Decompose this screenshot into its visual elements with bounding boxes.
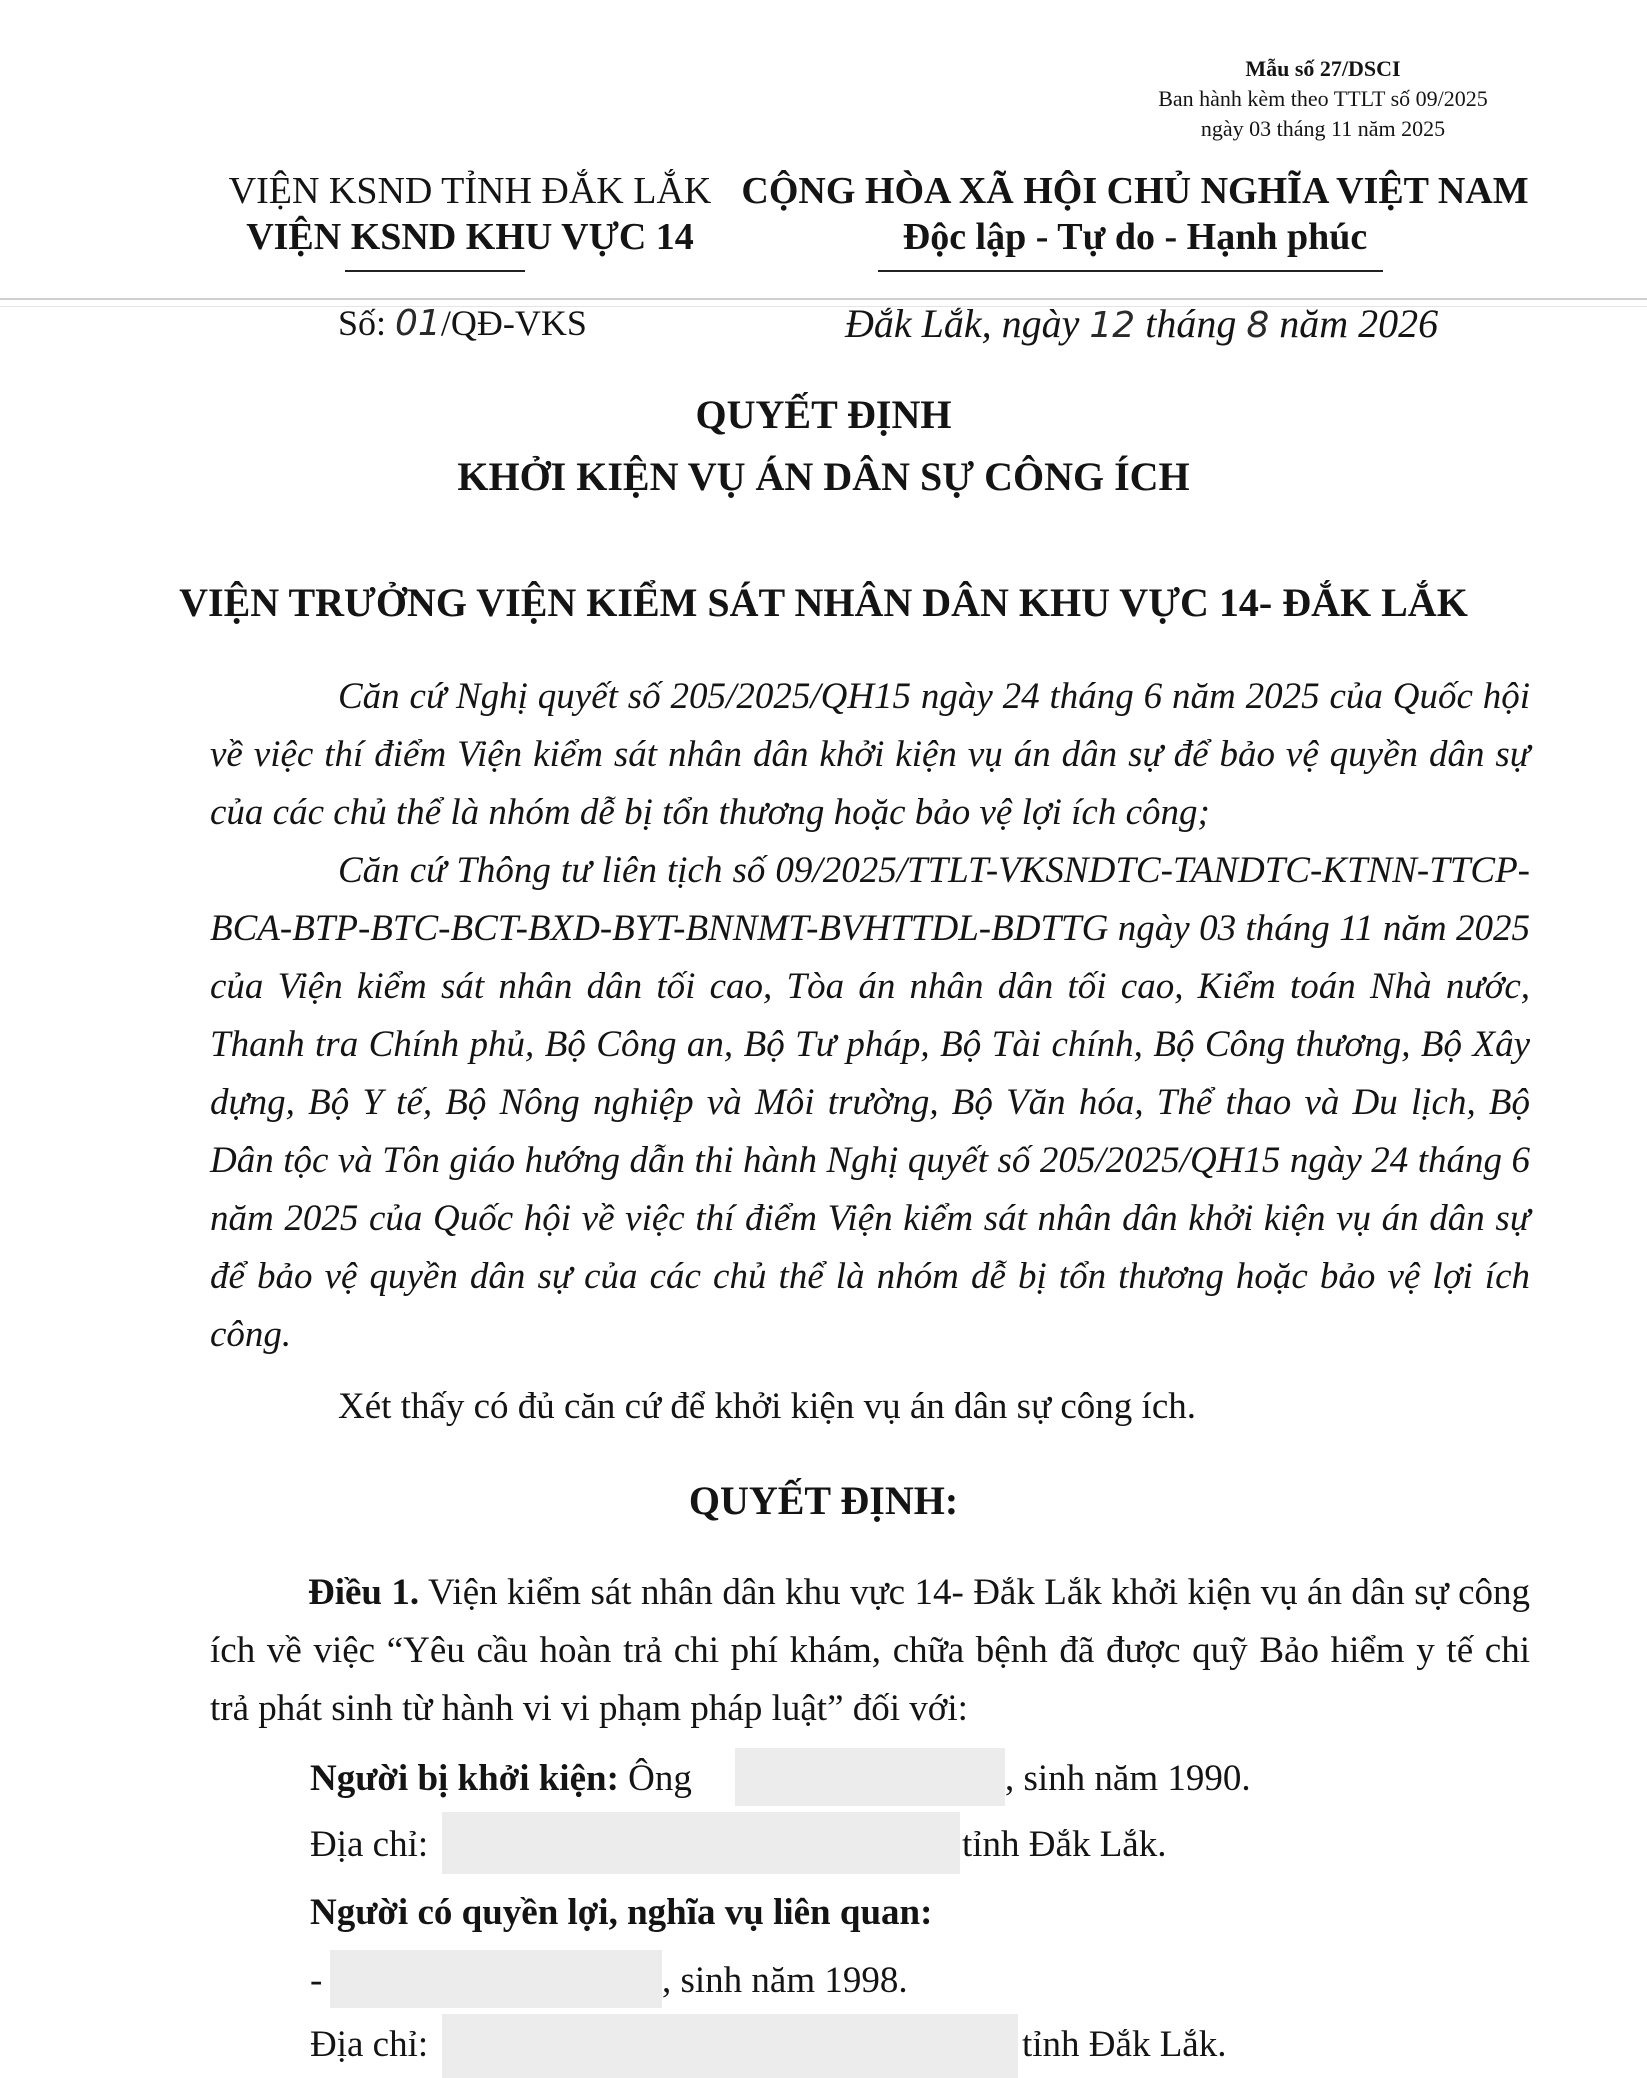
redacted-defendant-address (442, 1812, 960, 1874)
article-1-label: Điều 1. (308, 1572, 420, 1613)
article-1-text: Viện kiểm sát nhân dân khu vực 14- Đắk Lắk khởi kiện vụ án dân sự công ích về việc “Yêu cầu hoàn trả chi phí khám, chữa bệnh đã được quỹ Bảo hiểm y tế chi trả phát sinh từ hành vi vi phạm pháp luật” đối với: (210, 1572, 1531, 1729)
document-number-prefix: Số: (338, 303, 387, 343)
decision-title: QUYẾT ĐỊNH (695, 392, 952, 437)
form-code (1117, 54, 1529, 144)
defendant-line (310, 1750, 692, 1808)
place-date-part3: năm 2026 (1279, 301, 1439, 346)
document-number-suffix: /QĐ-VKS (440, 303, 587, 343)
related-address-label: Địa chỉ: (310, 2024, 429, 2065)
related-party-heading: Người có quyền lợi, nghĩa vụ liên quan: (310, 1892, 933, 1933)
place-date-month: 8 (1246, 305, 1270, 346)
authority-heading: VIỆN TRƯỞNG VIỆN KIỂM SÁT NHÂN DÂN KHU VỰC 14- ĐẮK LẮK (179, 580, 1468, 625)
form-code-title: Mẫu số 27/DSCI (1245, 56, 1401, 81)
legal-basis (210, 668, 1530, 1364)
consideration: Xét thấy có đủ căn cứ để khởi kiện vụ án dân sự công ích. (338, 1386, 1197, 1427)
basis-resolution: Căn cứ Nghị quyết số 205/2025/QH15 ngày 24 tháng 6 năm 2025 của Quốc hội về việc thí điểm Viện kiểm sát nhân dân khởi kiện vụ án dân sự để bảo vệ quyền dân sự của các chủ thể là nhóm dễ bị tổn thương hoặc bảo vệ lợi ích công; (210, 676, 1530, 833)
national-name: CỘNG HÒA XÃ HỘI CHỦ NGHĨA VIỆT NAM (741, 170, 1529, 212)
related-party-birth: , sinh năm 1998. (662, 1960, 908, 2001)
document-number (338, 300, 587, 347)
motto-underline (878, 270, 1383, 272)
redacted-related-party-name (330, 1950, 662, 2008)
form-code-line3: ngày 03 tháng 11 năm 2025 (1200, 116, 1446, 141)
national-header (735, 168, 1535, 260)
basis-circular: Căn cứ Thông tư liên tịch số 09/2025/TTLT-VKSNDTC-TANDTC-KTNN-TTCP-BCA-BTP-BTC-BCT-BXD-BYT-BNNMT-BVHTTDL-BDTTG ngày 03 tháng 11 năm 2025 của Viện kiểm sát nhân dân tối cao, Tòa án nhân dân tối cao, Kiểm toán Nhà nước, Thanh tra Chính phủ, Bộ Công an, Bộ Tư pháp, Bộ Tài chính, Bộ Công thương, Bộ Xây dựng, Bộ Y tế, Bộ Nông nghiệp và Môi trường, Bộ Văn hóa, Thể thao và Du lịch, Bộ Dân tộc và Tôn giáo hướng dẫn thi hành Nghị quyết số 205/2025/QH15 ngày 24 tháng 6 năm 2025 của Quốc hội về việc thí điểm Viện kiểm sát nhân dân khởi kiện vụ án dân sự để bảo vệ quyền dân sự của các chủ thể là nhóm dễ bị tổn thương hoặc bảo vệ lợi ích công. (210, 850, 1530, 1355)
defendant-label: Người bị khởi kiện: (310, 1758, 619, 1799)
decision-subject: KHỞI KIỆN VỤ ÁN DÂN SỰ CÔNG ÍCH (457, 454, 1190, 499)
form-code-line2: Ban hành kèm theo TTLT số 09/2025 (1158, 86, 1488, 111)
agency-underline (345, 270, 525, 272)
agency-parent: VIỆN KSND TỈNH ĐẮK LẮK (228, 170, 712, 212)
agency-name: VIỆN KSND KHU VỰC 14 (246, 216, 694, 258)
defendant-address-label: Địa chỉ: (310, 1824, 429, 1865)
related-party-dash: - (310, 1960, 323, 2001)
national-motto: Độc lập - Tự do - Hạnh phúc (902, 216, 1368, 258)
document-number-handwritten: 01 (395, 303, 441, 344)
place-date (845, 300, 1438, 350)
place-date-part2: tháng (1145, 301, 1237, 346)
redacted-defendant-name (735, 1748, 1005, 1806)
defendant-birth: , sinh năm 1990. (1005, 1758, 1251, 1799)
issuing-agency (190, 168, 750, 260)
related-address-suffix: tỉnh Đắk Lắk. (1022, 2024, 1227, 2065)
article-1 (210, 1564, 1530, 1738)
place-date-part1: Đắk Lắk, ngày (845, 301, 1080, 346)
decision-heading: QUYẾT ĐỊNH: (688, 1478, 959, 1523)
redacted-related-address (442, 2014, 1018, 2078)
defendant-title: Ông (628, 1758, 692, 1799)
defendant-address-suffix: tỉnh Đắk Lắk. (962, 1824, 1167, 1865)
place-date-day: 12 (1089, 305, 1136, 346)
